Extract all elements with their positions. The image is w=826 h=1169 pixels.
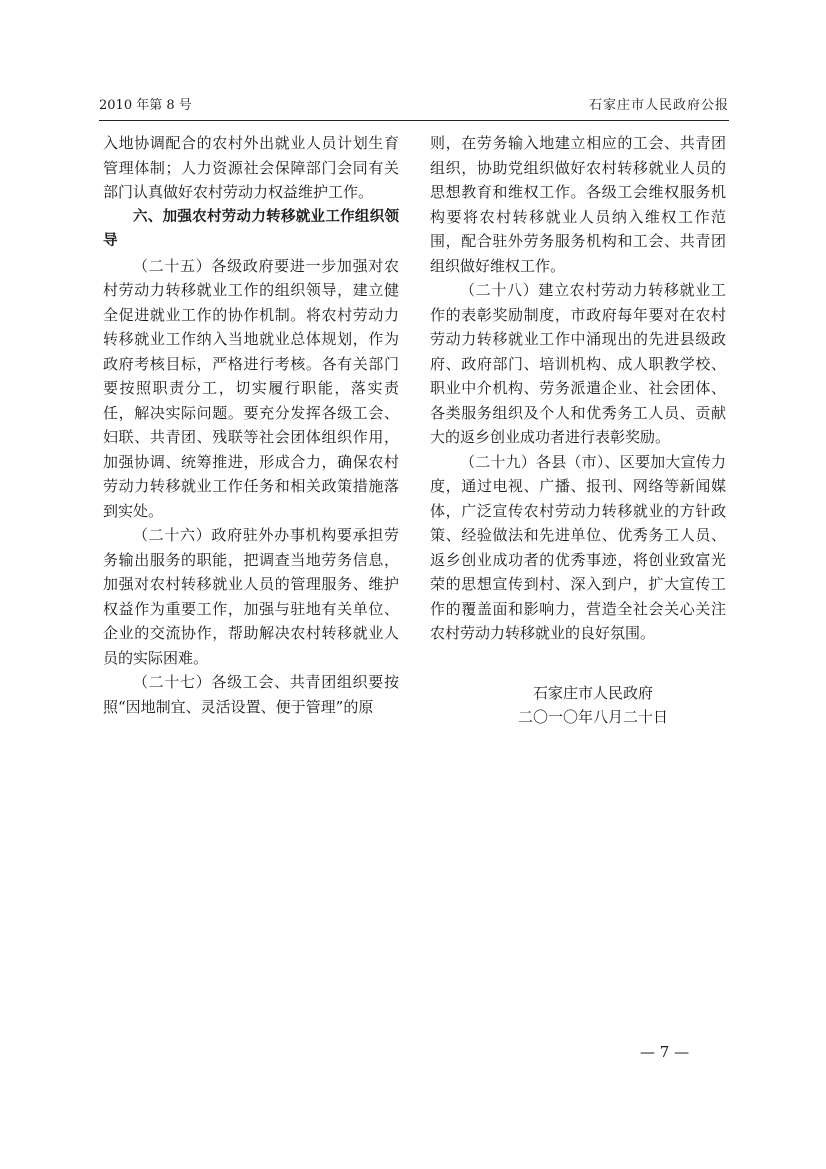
paragraph: （二十七）各级工会、共青团组织要按照“因地制宜、灵活设置、便于管理”的原 — [103, 673, 399, 716]
paragraph: （二十六）政府驻外办事机构要承担劳务输出服务的职能，把调查当地劳务信息，加强对农村转移就业人员的管理服务、维护权益作为重要工作，加强与驻地有关单位、企业的交流协作，帮助解决农村转移就业人员的实际困难。 — [103, 526, 399, 667]
paragraph: （二十五）各级政府要进一步加强对农村劳动力转移就业工作的组织领导，建立健全促进就业工作的协作机制。将农村劳动力转移就业工作纳入当地就业总体规划，作为政府考核目标，严格进行考核。各有关部门要按照职责分工，切实履行职能，落实责任，解决实际问题。要充分发挥各级工会、妇联、共青团、残联等社会团体组织作用，加强协调、统筹推进，形成合力，确保农村劳动力转移就业工作任务和相关政策措施落到实处。 — [103, 256, 399, 520]
signature-date: 二〇一〇年八月二十日 — [517, 708, 668, 726]
paragraph: （二十八）建立农村劳动力转移就业工作的表彰奖励制度，市政府每年要对在农村劳动力转移就业工作中涌现出的先进县级政府、政府部门、培训机构、成人职教学校、职业中介机构、劳务派遣企业、社会团体、各类服务组织及个人和优秀务工人员、贡献大的返乡创业成功者进行表彰奖励。 — [430, 281, 726, 446]
right-column — [430, 131, 726, 730]
page-number: — 7 — — [640, 1043, 690, 1061]
paragraph: （二十九）各县（市）、区要加大宣传力度，通过电视、广播、报刊、网络等新闻媒体，广泛宣传农村劳动力转移就业的方针政策、经验做法和先进单位、优秀务工人员、返乡创业成功者的优秀事迹，将创业致富光荣的思想宣传到村、深入到户，扩大宣传工作的覆盖面和影响力，营造全社会关心关注农村劳动力转移就业的良好氛围。 — [430, 452, 726, 642]
issue-label: 2010 年第 8 号 — [99, 98, 192, 113]
signature-spacer — [430, 646, 726, 681]
paragraph: 则，在劳务输入地建立相应的工会、共青团组织，协助党组织做好农村转移就业人员的思想教育和维权工作。各级工会维权服务机构要将农村转移就业人员纳入维权工作范围，配合驻外劳务服务机构和工会、共青团组织做好维权工作。 — [430, 134, 726, 275]
signature-issuer: 石家庄市人民政府 — [532, 683, 653, 702]
left-column — [103, 131, 399, 719]
section-heading: 六、加强农村劳动力转移就业工作组织领导 — [103, 208, 399, 249]
publication-title: 石家庄市人民政府公报 — [588, 98, 729, 113]
page-header — [99, 96, 729, 121]
paragraph: 入地协调配合的农村外出就业人员计划生育管理体制；人力资源社会保障部门会同有关部门认真做好农村劳动力权益维护工作。 — [103, 134, 399, 201]
